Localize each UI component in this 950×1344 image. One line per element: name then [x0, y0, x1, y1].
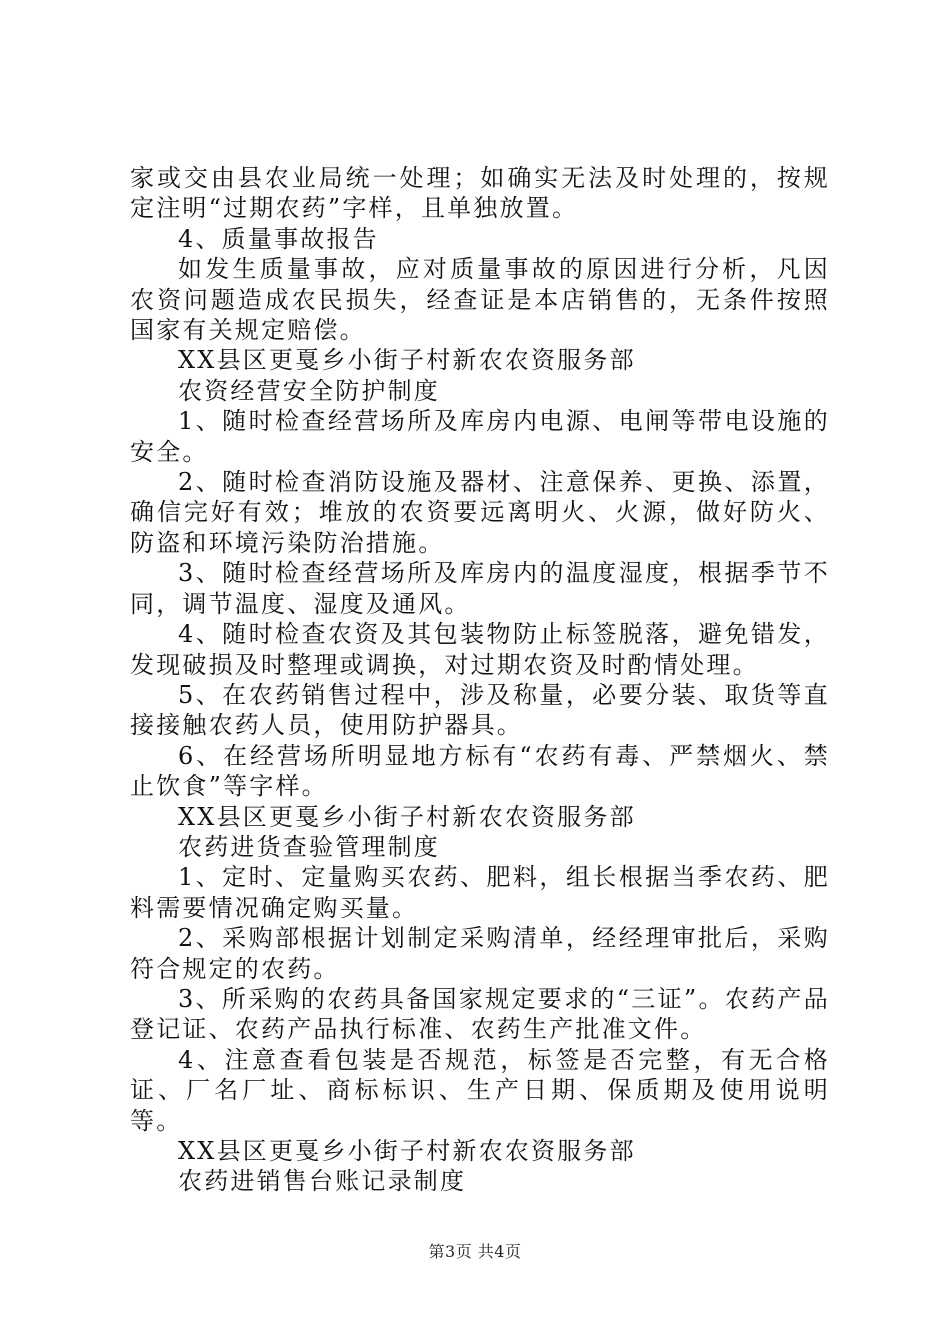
list-item: 4、随时检查农资及其包装物防止标签脱落，避免错发，发现破损及时整理或调换，对过期农资及时酌情处理。: [130, 620, 830, 679]
section-heading: 4、质量事故报告: [178, 224, 379, 253]
list-item: 4、注意查看包装是否规范，标签是否完整，有无合格证、厂名厂址、商标标识、生产日期、保质期及使用说明等。: [130, 1045, 830, 1135]
paragraph: 家或交由县农业局统一处理；如确实无法及时处理的，按规定注明“过期农药”字样，且单独放置。: [130, 164, 830, 223]
document-body: [130, 163, 830, 1197]
list-item: 5、在农药销售过程中，涉及称量，必要分装、取货等直接接触农药人员，使用防护器具。: [130, 680, 830, 740]
list-item: 1、定时、定量购买农药、肥料，组长根据当季农药、肥料需要情况确定购买量。: [130, 863, 830, 922]
page-footer: 第3页 共4页: [428, 1242, 522, 1261]
paragraph: 如发生质量事故，应对质量事故的原因进行分析，凡因农资问题造成农民损失，经查证是本店销售的，无条件按照国家有关规定赔偿。: [130, 255, 830, 345]
list-item: 2、随时检查消防设施及器材、注意保养、更换、添置，确信完好有效；堆放的农资要远离明火、火源，做好防火、防盗和环境污染防治措施。: [130, 468, 830, 557]
list-item: 3、所采购的农药具备国家规定要求的“三证”。农药产品登记证、农药产品执行标准、农药生产批准文件。: [130, 984, 830, 1044]
list-item: 3、随时检查经营场所及库房内的温度湿度，根据季节不同，调节温度、湿度及通风。: [130, 559, 830, 618]
section-title: 农资经营安全防护制度: [178, 376, 440, 405]
organization-name: XX县区更戛乡小街子村新农农资服务部: [178, 346, 636, 375]
section-title: 农药进销售台账记录制度: [178, 1167, 467, 1196]
section-title: 农药进货查验管理制度: [178, 832, 440, 861]
organization-name: XX县区更戛乡小街子村新农农资服务部: [178, 1137, 636, 1165]
list-item: 6、在经营场所明显地方标有“农药有毒、严禁烟火、禁止饮食”等字样。: [130, 741, 830, 801]
list-item: 2、采购部根据计划制定采购清单，经经理审批后，采购符合规定的农药。: [130, 924, 830, 983]
organization-name: XX县区更戛乡小街子村新农农资服务部: [178, 802, 636, 831]
list-item: 1、随时检查经营场所及库房内电源、电闸等带电设施的安全。: [130, 407, 830, 466]
